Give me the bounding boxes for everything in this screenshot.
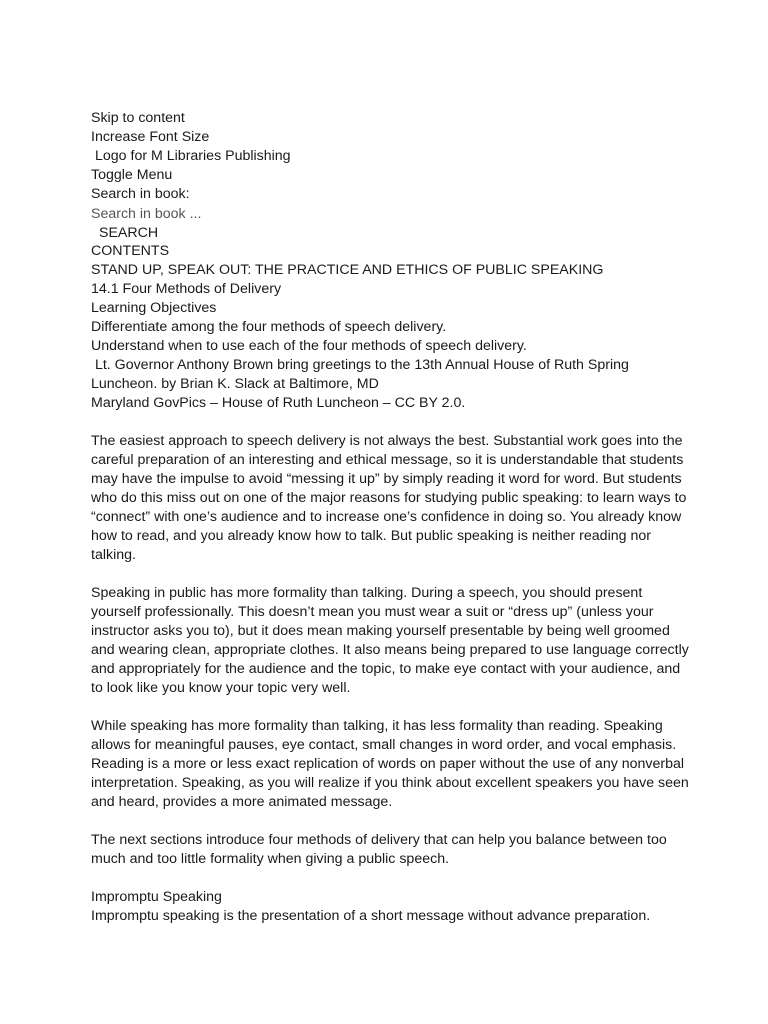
- paragraph-line: talking.: [91, 547, 136, 563]
- impromptu-heading: Impromptu Speaking: [91, 889, 222, 905]
- learning-objectives-heading: Learning Objectives: [91, 300, 217, 316]
- body-paragraph: [91, 432, 687, 565]
- paragraph-line: yourself professionally. This doesn’t mean you must wear a suit or “dress up” (unless your: [91, 604, 654, 620]
- body-paragraph: [91, 584, 689, 698]
- paragraph-line: instructor asks you to), but it does mean making yourself presentable by being well groomed: [91, 623, 670, 639]
- logo-alt-text: Logo for M Libraries Publishing: [95, 148, 291, 164]
- search-input[interactable]: [91, 204, 391, 223]
- paragraph-line: and heard, provides a more animated message.: [91, 794, 393, 810]
- paragraph-line: interpretation. Speaking, as you will realize if you think about excellent speakers you have seen: [91, 775, 689, 791]
- paragraph-line: to look like you know your topic very well.: [91, 680, 351, 696]
- paragraph-line: careful preparation of an interesting and ethical message, so it is understandable that students: [91, 452, 684, 468]
- figure-caption: [91, 356, 681, 394]
- body-paragraph: [91, 717, 689, 812]
- paragraph-line: While speaking has more formality than talking, it has less formality than reading. Speaking: [91, 718, 663, 734]
- paragraph-line: Speaking in public has more formality than talking. During a speech, you should present: [91, 585, 643, 601]
- search-button[interactable]: SEARCH: [91, 223, 158, 242]
- paragraph-line: The easiest approach to speech delivery is not always the best. Substantial work goes into the: [91, 433, 683, 449]
- paragraph-line: and appropriately for the audience and the topic, to make eye contact with your audience, and: [91, 661, 681, 677]
- paragraph-line: and wearing clean, appropriate clothes. It also means being prepared to use language correctly: [91, 642, 689, 658]
- contents-link[interactable]: CONTENTS: [91, 243, 170, 259]
- skip-to-content-link[interactable]: Skip to content: [91, 110, 185, 126]
- impromptu-text: Impromptu speaking is the presentation of a short message without advance preparation.: [91, 908, 651, 924]
- body-paragraph: [91, 831, 681, 869]
- impromptu-section: [91, 888, 681, 926]
- figure-caption-line: Lt. Governor Anthony Brown bring greetings to the 13th Annual House of Ruth Spring: [91, 357, 629, 373]
- paragraph-line: allows for meaningful pauses, eye contact, small changes in word order, and vocal emphasis.: [91, 737, 677, 753]
- logo-link[interactable]: [91, 147, 681, 166]
- paragraph-line: much and too little formality when giving a public speech.: [91, 851, 450, 867]
- document-page: [91, 109, 689, 926]
- figure-caption-line: Luncheon. by Brian K. Slack at Baltimore, MD: [91, 376, 379, 392]
- search-label: Search in book:: [91, 186, 190, 202]
- book-title-link[interactable]: STAND UP, SPEAK OUT: THE PRACTICE AND ETHICS OF PUBLIC SPEAKING: [91, 262, 604, 278]
- chapter-title: 14.1 Four Methods of Delivery: [91, 281, 282, 297]
- learning-objective-item: Understand when to use each of the four methods of speech delivery.: [91, 338, 527, 354]
- paragraph-line: how to read, and you already know how to talk. But public speaking is neither reading nor: [91, 528, 651, 544]
- toggle-menu-button[interactable]: Toggle Menu: [91, 167, 173, 183]
- learning-objective-item: Differentiate among the four methods of speech delivery.: [91, 319, 447, 335]
- figure-credit-link[interactable]: Maryland GovPics – House of Ruth Luncheon – CC BY 2.0.: [91, 395, 466, 411]
- paragraph-line: The next sections introduce four methods of delivery that can help you balance between too: [91, 832, 667, 848]
- paragraph-line: Reading is a more or less exact replication of words on paper without the use of any nonverbal: [91, 756, 685, 772]
- paragraph-line: who do this miss out on one of the major reasons for studying public speaking: to learn ways to: [91, 490, 687, 506]
- increase-font-size-link[interactable]: Increase Font Size: [91, 129, 210, 145]
- paragraph-line: “connect” with one’s audience and to increase one’s confidence in doing so. You already know: [91, 509, 682, 525]
- paragraph-line: may have the impulse to avoid “messing it up” by simply reading it word for word. But students: [91, 471, 682, 487]
